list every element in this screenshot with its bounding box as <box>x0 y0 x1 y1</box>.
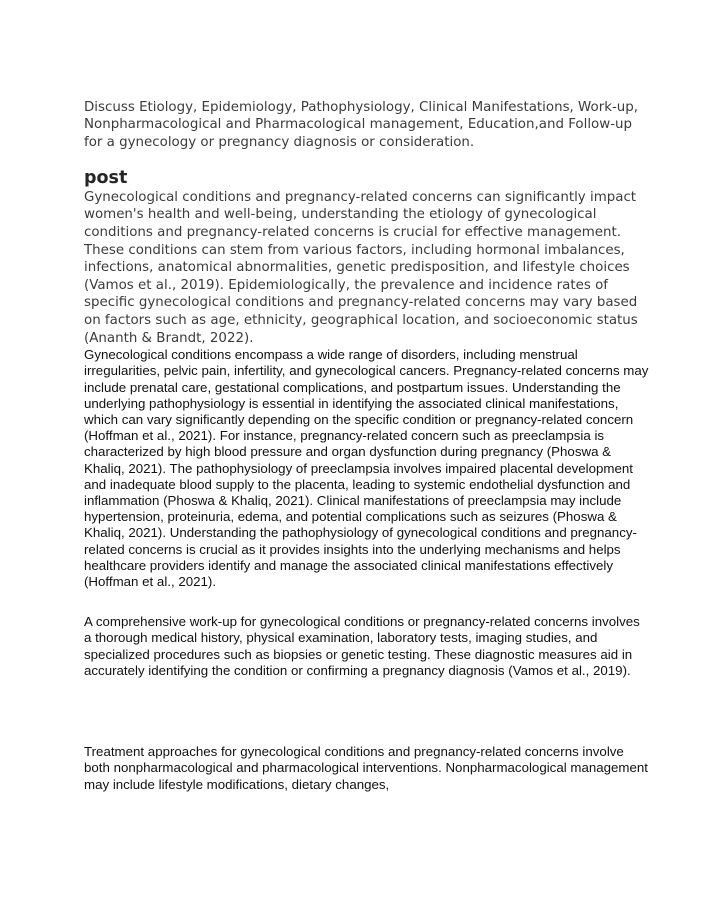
pathophysiology-paragraph: Gynecological conditions encompass a wide range of disorders, including menstrual irregularities, pelvic pain, infertility, and gynecological cancers. Pregnancy-related concerns may include prenatal care, gestational complications, and postpartum issues. Understanding the underlying pathophysiology is essential in identifying the associated clinical manifestations, which can vary significantly depending on the specific condition or pregnancy-related concern (Hoffman et al., 2021). For instance, pregnancy-related concern such as preeclampsia is characterized by high blood pressure and organ dysfunction during pregnancy (Phoswa & Khaliq, 2021). The pathophysiology of preeclampsia involves impaired placental development and inadequate blood supply to the placenta, leading to systemic endothelial dysfunction and inflammation (Phoswa & Khaliq, 2021). Clinical manifestations of preeclampsia may include hypertension, proteinuria, edema, and potential complications such as seizures (Phoswa & Khaliq, 2021). Understanding the pathophysiology of gynecological conditions and pregnancy-related concerns is crucial as it provides insights into the underlying mechanisms and helps healthcare providers identify and manage the associated clinical manifestations effectively (Hoffman et al., 2021). <box>84 347 649 590</box>
paragraph-spacer <box>84 590 649 614</box>
assignment-prompt: Discuss Etiology, Epidemiology, Pathophysiology, Clinical Manifestations, Work-up, Nonpharmacological and Pharmacological management, Education,and Follow-up for a gynecology or pregnancy diagnosis or consideration. <box>84 100 639 150</box>
paragraph-spacer <box>84 679 649 744</box>
document-content <box>84 99 649 793</box>
intro-paragraph: Gynecological conditions and pregnancy-related concerns can significantly impact women's health and well-being, understanding the etiology of gynecological conditions and pregnancy-related concerns is crucial for effective management. These conditions can stem from various factors, including hormonal imbalances, infections, anatomical abnormalities, genetic predisposition, and lifestyle choices (Vamos et al., 2019). Epidemiologically, the prevalence and incidence rates of specific gynecological conditions and pregnancy-related concerns may vary based on factors such as age, ethnicity, geographical location, and socioeconomic status (Ananth & Brandt, 2022). <box>84 189 638 346</box>
post-heading: post <box>84 167 128 188</box>
treatment-paragraph: Treatment approaches for gynecological conditions and pregnancy-related concerns involve both nonpharmacological and pharmacological interventions. Nonpharmacological management may include lifestyle modifications, dietary changes, <box>84 744 648 792</box>
workup-paragraph: A comprehensive work-up for gynecological conditions or pregnancy-related concerns involves a thorough medical history, physical examination, laboratory tests, imaging studies, and specialized procedures such as biopsies or genetic testing. These diagnostic measures aid in accurately identifying the condition or confirming a pregnancy diagnosis (Vamos et al., 2019). <box>84 614 640 678</box>
